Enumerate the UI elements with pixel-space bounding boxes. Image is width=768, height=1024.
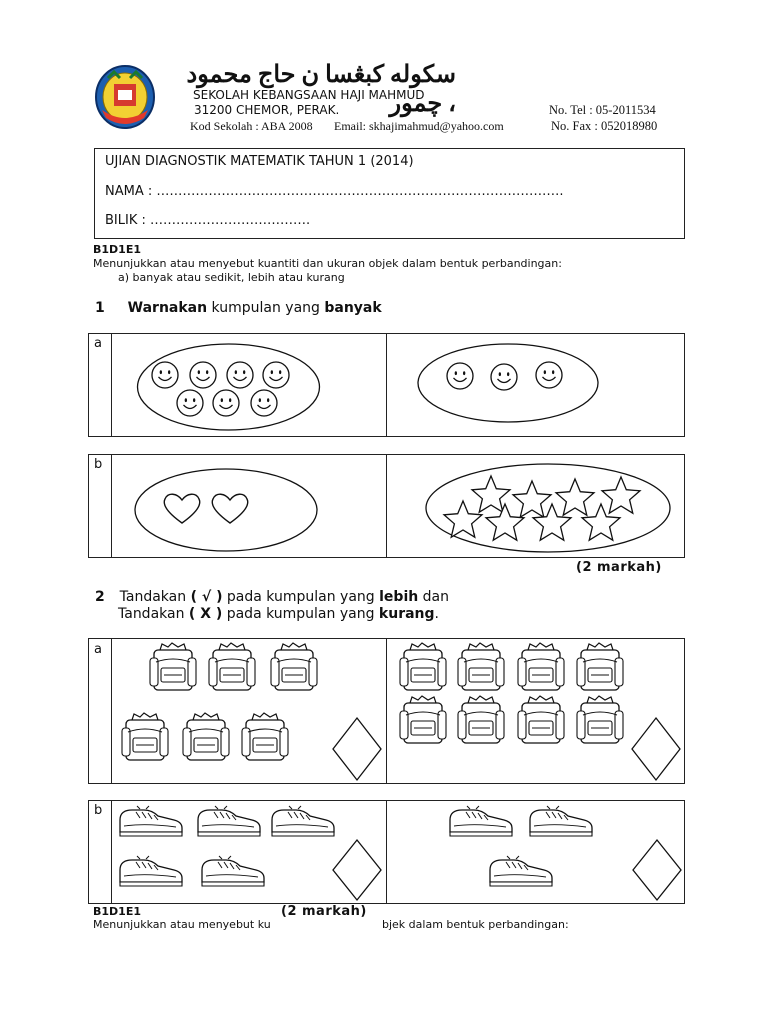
school-phone: No. Tel : 05-2011534 xyxy=(549,103,656,117)
shoe-icon xyxy=(272,806,334,836)
star-icon xyxy=(513,481,551,517)
answer-diamond-icon[interactable] xyxy=(331,716,383,782)
part-label-b: b xyxy=(94,803,103,818)
schoolbag-icon xyxy=(400,696,446,743)
schoolbag-icon xyxy=(122,713,168,760)
question-2-line-1 xyxy=(95,589,449,605)
shoe-group-3-icons xyxy=(440,800,630,904)
schoolbag-icon xyxy=(400,643,446,690)
shoe-icon xyxy=(202,856,264,886)
question-2-line2-end: . xyxy=(434,606,439,622)
schoolbag-icon xyxy=(577,696,623,743)
schoolbag-icon xyxy=(518,696,564,743)
objective-code: B1D1E1 xyxy=(93,243,141,256)
exam-title: UJIAN DIAGNOSTIK MATEMATIK TAHUN 1 (2014) xyxy=(105,154,414,169)
smiley-icon xyxy=(491,364,517,390)
part-label-a: a xyxy=(94,642,102,657)
school-address: 31200 CHEMOR, PERAK. xyxy=(194,103,340,117)
star-icon xyxy=(556,479,594,515)
smiley-icon xyxy=(177,390,203,416)
schoolbag-icon xyxy=(271,643,317,690)
smiley-icon xyxy=(227,362,253,388)
schoolbag-icon xyxy=(209,643,255,690)
smiley-icon xyxy=(251,390,277,416)
school-name: SEKOLAH KEBANGSAAN HAJI MAHMUD xyxy=(193,88,425,102)
schoolbag-icon xyxy=(242,713,288,760)
question-2-line1-end: dan xyxy=(418,589,450,605)
schoolbag-group-8-icons xyxy=(392,640,632,782)
shoe-icon xyxy=(198,806,260,836)
class-field[interactable]: BILIK : ………………………………. xyxy=(105,213,311,228)
smiley-icon xyxy=(536,362,562,388)
schoolbag-icon xyxy=(458,696,504,743)
part-label-b: b xyxy=(94,457,103,472)
star-icon xyxy=(444,501,482,537)
star-icons xyxy=(425,462,671,554)
star-icon xyxy=(602,477,640,513)
smiley-icon xyxy=(213,390,239,416)
question-1-verb: Warnakan xyxy=(127,300,208,316)
question-1-heading xyxy=(95,300,382,316)
question-2-line1-start: Tandakan xyxy=(119,589,191,605)
question-2-line-2 xyxy=(118,606,439,622)
schoolbag-icon xyxy=(458,643,504,690)
objective-text: Menunjukkan atau menyebut kuantiti dan ukuran objek dalam bentuk perbandingan: xyxy=(93,257,562,270)
exam-info-box xyxy=(94,148,685,239)
schoolbag-icon xyxy=(150,643,196,690)
tick-mark-symbol: ( √ ) xyxy=(190,589,223,605)
part-label-a: a xyxy=(94,336,102,351)
shoe-icon xyxy=(530,806,592,836)
question-2-line2-start: Tandakan xyxy=(118,606,189,622)
school-name-jawi: سکوله کبڠسا ن حاج محمود ، چمور xyxy=(186,62,456,117)
shoe-icon xyxy=(120,856,182,886)
group-3-smileys[interactable] xyxy=(417,342,599,424)
smiley-face-icons xyxy=(417,342,599,424)
footer-objective-text-left: Menunjukkan atau menyebut ku xyxy=(93,918,271,931)
keyword-lebih: lebih xyxy=(379,589,419,605)
shoe-icon xyxy=(120,806,182,836)
answer-diamond-icon[interactable] xyxy=(331,838,383,902)
group-7-smileys[interactable] xyxy=(136,342,321,432)
hearts-group-icon xyxy=(134,467,318,553)
keyword-kurang: kurang xyxy=(378,606,435,622)
school-fax: No. Fax : 052018980 xyxy=(551,119,658,133)
question-1-number: 1 xyxy=(95,300,105,316)
heart-icon xyxy=(212,494,248,523)
group-8-stars[interactable] xyxy=(425,462,671,554)
question-2-marks: (2 markah) xyxy=(281,904,367,919)
school-email: Email: skhajimahmud@yahoo.com xyxy=(334,119,504,133)
smiley-icon xyxy=(190,362,216,388)
smiley-icon xyxy=(447,363,473,389)
smiley-icon xyxy=(152,362,178,388)
footer-objective-code: B1D1E1 xyxy=(93,905,141,918)
school-logo xyxy=(94,64,156,130)
objective-item-a: a) banyak atau sedikit, lebih atau kurang xyxy=(118,271,345,284)
schoolbag-icon xyxy=(577,643,623,690)
group-2-hearts[interactable] xyxy=(134,467,318,553)
shoe-icon xyxy=(490,856,552,886)
heart-icon xyxy=(164,494,200,523)
question-1-keyword: banyak xyxy=(324,300,382,316)
name-field[interactable]: NAMA : …………………………………………………………………………………. xyxy=(105,184,564,199)
star-icon xyxy=(486,504,524,540)
question-1-marks: (2 markah) xyxy=(576,560,662,575)
question-2-line1-mid: pada kumpulan yang xyxy=(222,589,380,605)
shoe-icon xyxy=(450,806,512,836)
question-1-middle: kumpulan yang xyxy=(207,300,325,316)
schoolbag-icon xyxy=(518,643,564,690)
answer-diamond-icon[interactable] xyxy=(631,838,683,902)
smiley-face-icons xyxy=(136,342,321,432)
schoolbag-group-6-icons xyxy=(112,640,322,782)
answer-diamond-icon[interactable] xyxy=(630,716,682,782)
schoolbag-icon xyxy=(183,713,229,760)
smiley-icon xyxy=(263,362,289,388)
question-2-number: 2 xyxy=(95,589,105,605)
cross-mark-symbol: ( X ) xyxy=(188,606,223,622)
school-crest-icon xyxy=(94,64,156,130)
footer-objective-text-right: bjek dalam bentuk perbandingan: xyxy=(382,918,569,931)
question-2-line2-mid: pada kumpulan yang xyxy=(222,606,379,622)
school-code: Kod Sekolah : ABA 2008 xyxy=(190,119,313,133)
shoe-group-5-icons xyxy=(112,800,332,904)
